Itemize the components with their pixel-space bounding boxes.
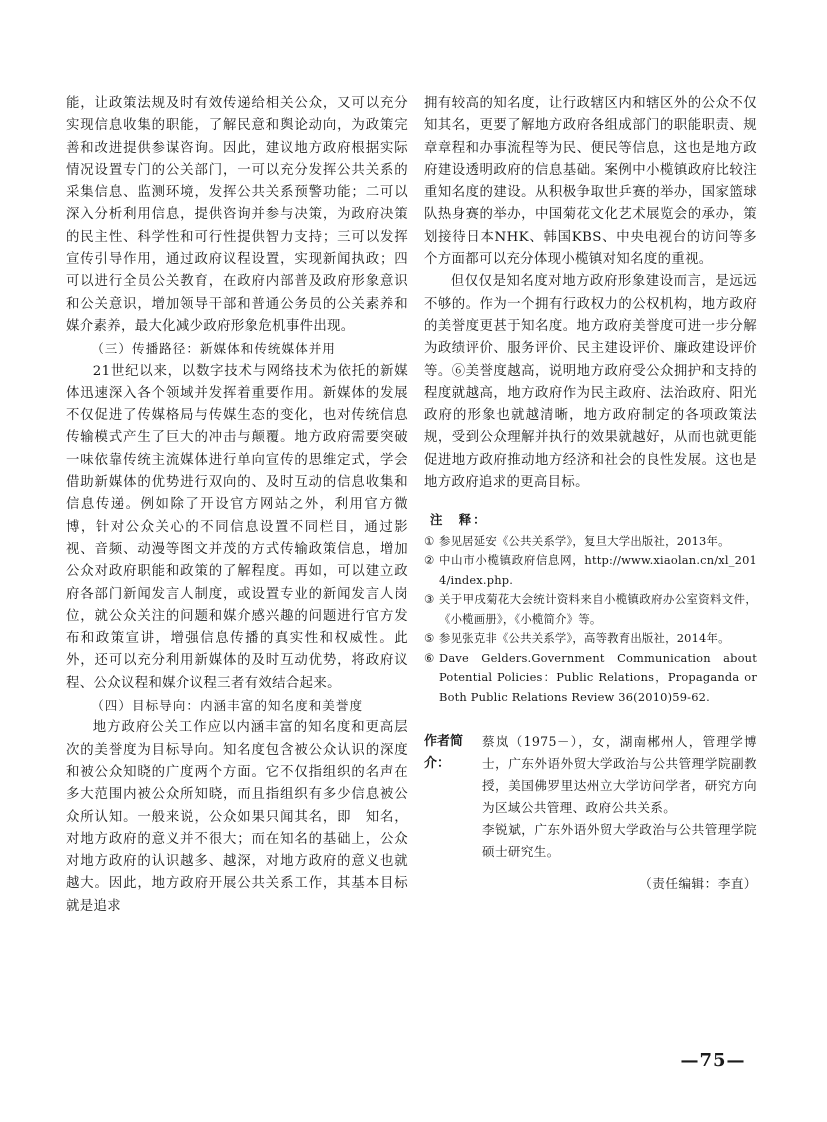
body-paragraph: 地方政府公关工作应以内涵丰富的知名度和更高层次的美誉度为目标导向。知名度包含被公众认识的深度和被公众知晓的广度两个方面。它不仅指组织的名声在多大范围内被公众所知晓，而且指组织有多少信息被公众所认知。一般来说，公众如果只闻其名，即 知名，对地方政府的意义并不很大；而在知名的基础上，公众对地方政府的认识越多、越深，对地方政府的意义也就越大。因此，地方政府开展公共关系工作，其基本目标就是追求 [66,720,408,914]
footnote-number: ① [424,533,435,548]
footnote [424,532,757,552]
footnotes [424,510,757,707]
author-bio-text: 蔡岚（1975－），女，湖南郴州人，管理学博士，广东外语外贸大学政治与公共管理学院副教授，美国佛罗里达州立大学访问学者，研究方向为区域公共管理、政府公共关系。 [482,734,757,816]
author-bio-text: 李锐斌，广东外语外贸大学政治与公共管理学院硕士研究生。 [482,822,757,860]
footnote-number: ② [424,553,435,568]
responsible-editor: （责任编辑：李直） [639,876,757,892]
footnote [424,590,757,629]
section-heading: （三）传播路径：新媒体和传统媒体并用 [91,341,336,357]
footnote-number: ⑤ [424,631,435,646]
footnote [424,551,757,590]
footnote-text: 参见张克非《公共关系学》，高等教育出版社，2014年。 [439,631,730,646]
right-column [424,93,757,892]
footnote-text: 参见居延安《公共关系学》，复旦大学出版社，2013年。 [439,533,730,548]
author-bio [424,731,757,863]
notes-title: 注 释： [430,512,488,528]
body-paragraph: 能，让政策法规及时有效传递给相关公众，又可以充分实现信息收集的职能，了解民意和舆论动向，为政策完善和改进提供参谋咨询。因此，建议地方政府根据实际情况设置专门的公关部门，一可以充分发挥公共关系的采集信息、监测环境，发挥公共关系预警功能；二可以深入分析利用信息，提供咨询并参与决策，为政府决策的民主性、科学性和可行性提供智力支持；三可以发挥宣传引导作用，通过政府议程设置，实现新闻执政；四可以进行全员公关教育，在政府内部普及政府形象意识和公关意识，增加领导干部和普通公务员的公关素养和媒介素养，最大化减少政府形象危机事件出现。 [66,96,408,334]
left-column [66,93,408,918]
footnote-text: Dave Gelders.Government Communication about Potential Policies：Public Relations，Propaganda or Both Public Relations Review 36(2010)59-62. [439,650,757,704]
footnote [424,649,757,708]
footnote-number: ⑥ [424,650,435,665]
body-paragraph: 但仅仅是知名度对地方政府形象建设而言，是远远不够的。作为一个拥有行政权力的公权机构，地方政府的美誉度更甚于知名度。地方政府美誉度可进一步分解为政绩评价、服务评价、民主建设评价、廉政建设评价等。⑥美誉度越高，说明地方政府受公众拥护和支持的程度就越高，地方政府作为民主政府、法治政府、阳光政府的形象也就越清晰，地方政府制定的各项政策法规，受到公众理解并执行的效果就越好，从而也就更能促进地方政府推动地方经济和社会的良性发展。这也是地方政府追求的更高目标。 [424,274,757,491]
author-label: 作者简介： [424,734,464,772]
footnote [424,629,757,649]
body-paragraph: 拥有较高的知名度，让行政辖区内和辖区外的公众不仅知其名，更要了解地方政府各组成部门的职能职责、规章章程和办事流程等为民、便民等信息，这也是地方政府建设透明政府的信息基础。案例中小榄镇政府比较注重知名度的建设。从积极争取世乒赛的举办，国家篮球队热身赛的举办，中国菊花文化艺术展览会的承办，策划接待日本NHK、韩国KBS、中央电视台的访问等多个方面都可以充分体现小榄镇对知名度的重视。 [424,96,757,268]
footnote-text: 中山市小榄镇政府信息网，http://www.xiaolan.cn/xl_2014/index.php. [439,553,757,587]
section-heading: （四）目标导向：内涵丰富的知名度和美誉度 [91,698,364,714]
body-paragraph: 21世纪以来，以数字技术与网络技术为依托的新媒体迅速深入各个领域并发挥着重要作用。新媒体的发展不仅促进了传媒格局与传媒生态的变化，也对传统信息传输模式产生了巨大的冲击与颠覆。地方政府需要突破一味依靠传统主流媒体进行单向宣传的思维定式，学会借助新媒体的优势进行双向的、及时互动的信息收集和信息传递。例如除了开设官方网站之外，利用官方微博，针对公众关心的不同信息设置不同栏目，通过影视、音频、动漫等图文并茂的方式传输政策信息，增加公众对政府职能和政策的了解程度。再如，可以建立政府各部门新闻发言人制度，或设置专业的新闻发言人岗位，就公众关注的问题和媒介感兴趣的问题进行官方发布和政策宣讲，增强信息传播的真实性和权威性。此外，还可以充分利用新媒体的及时互动优势，将政府议程、公众议程和媒介议程三者有效结合起来。 [66,363,408,691]
footnote-text: 关于甲戌菊花大会统计资料来自小榄镇政府办公室资料文件，《小榄画册》，《小榄简介》等。 [439,592,757,626]
page-number: —75— [680,1050,746,1071]
footnote-number: ③ [424,592,435,607]
